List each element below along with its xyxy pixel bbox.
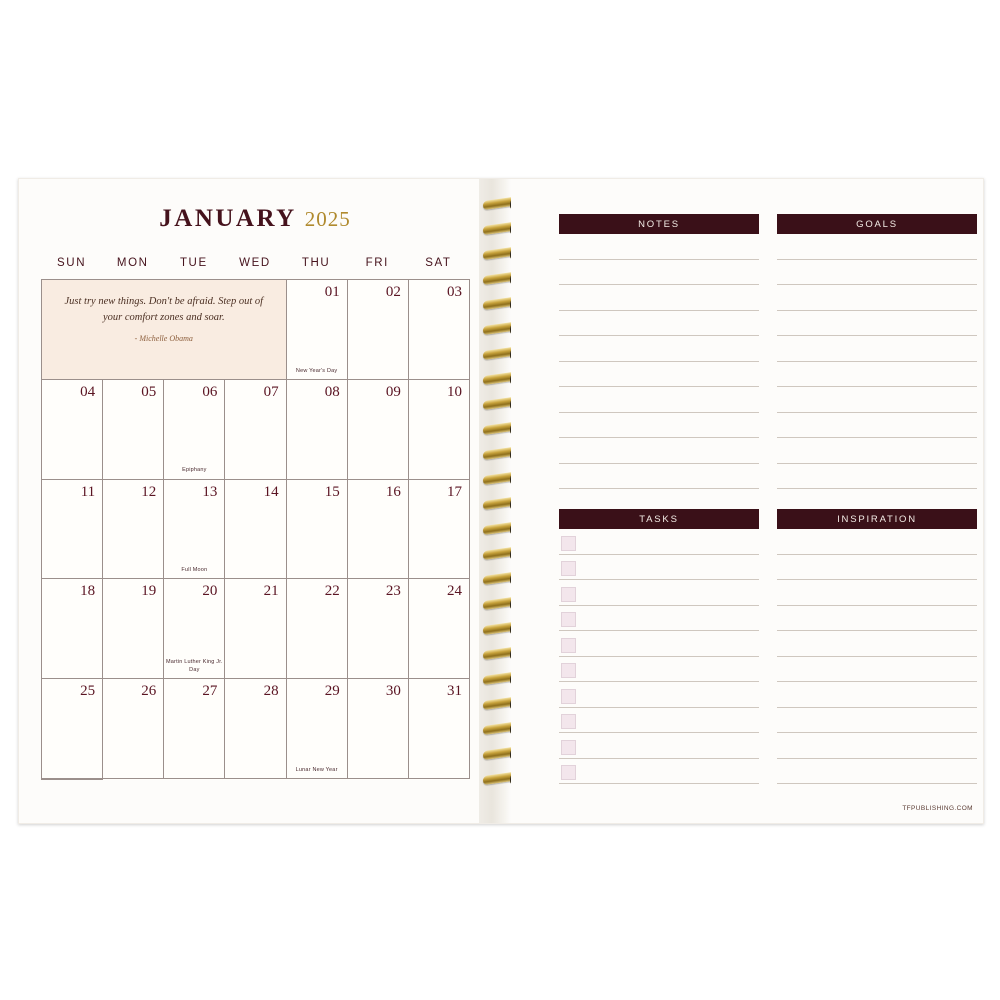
note-line-row[interactable] [559,336,759,362]
note-line-row[interactable] [777,759,977,785]
note-line-row[interactable] [777,285,977,311]
day-number: 12 [141,483,157,500]
day-number: 07 [263,383,279,400]
year-label: 2025 [304,207,351,231]
calendar-day-cell[interactable] [225,480,286,580]
day-number: 14 [263,483,279,500]
quote-author: - Michelle Obama [134,333,193,343]
task-checkbox[interactable] [561,765,576,780]
calendar-header [19,205,491,233]
panel-goals-title: GOALS [777,214,977,234]
note-line-row[interactable] [559,285,759,311]
note-line-row[interactable] [559,260,759,286]
calendar-day-cell[interactable] [103,679,164,779]
quote-text: Just try new things. Don't be afraid. Step out of your comfort zones and soar. [64,296,264,324]
day-number: 05 [141,383,157,400]
day-number: 16 [385,483,401,500]
day-number: 11 [80,483,96,500]
calendar-day-cell[interactable] [348,579,409,679]
calendar-day-cell[interactable] [42,679,103,779]
note-line-row[interactable] [559,413,759,439]
day-number: 26 [141,683,157,700]
task-line-row[interactable] [559,580,759,606]
holiday-label: Lunar New Year [295,766,338,773]
day-number: 28 [263,683,279,700]
day-number: 13 [202,483,218,500]
note-line-row[interactable] [559,464,759,490]
note-line-row[interactable] [777,631,977,657]
panel-inspiration [777,509,977,784]
day-number: 03 [446,284,462,300]
note-line-row[interactable] [777,708,977,734]
task-checkbox[interactable] [561,612,576,627]
calendar-empty-cell [42,779,103,780]
day-number: 17 [446,483,462,500]
task-checkbox[interactable] [561,663,576,678]
weekday-wed: WED [239,257,271,269]
calendar-day-cell[interactable] [409,280,470,380]
weekday-mon: MON [116,257,149,269]
note-line-row[interactable] [777,413,977,439]
task-line-row[interactable] [559,555,759,581]
day-number: 22 [324,583,340,600]
calendar-day-cell[interactable] [42,480,103,580]
note-line-row[interactable] [777,311,977,337]
calendar-day-cell[interactable] [287,579,348,679]
calendar-day-cell[interactable] [348,679,409,779]
note-line-row[interactable] [777,580,977,606]
calendar-day-cell[interactable] [409,480,470,580]
holiday-label: Full Moon [181,567,208,574]
calendar-grid [41,279,470,780]
day-number: 01 [324,284,340,300]
day-number: 10 [446,383,462,400]
calendar-day-cell[interactable] [103,480,164,580]
day-number: 25 [80,683,96,700]
weekday-sun: SUN [57,257,87,269]
day-number: 19 [141,583,157,600]
quote-cell [42,280,287,380]
calendar-day-cell[interactable] [103,579,164,679]
day-number: 29 [324,683,340,700]
calendar-day-cell[interactable] [287,280,348,380]
note-line-row[interactable] [777,336,977,362]
weekday-header-row [41,257,469,269]
task-line-row[interactable] [559,657,759,683]
calendar-day-cell[interactable] [225,579,286,679]
calendar-day-cell[interactable] [287,480,348,580]
task-line-row[interactable] [559,733,759,759]
day-number: 02 [385,284,401,300]
calendar-day-cell[interactable] [348,480,409,580]
panel-notes [559,214,759,515]
task-line-row[interactable] [559,759,759,785]
weekday-thu: THU [301,257,331,269]
note-line-row[interactable] [777,529,977,555]
calendar-day-cell[interactable] [225,679,286,779]
note-line-row[interactable] [559,362,759,388]
note-line-row[interactable] [777,682,977,708]
note-line-row[interactable] [559,387,759,413]
day-number: 27 [202,683,218,700]
panel-tasks [559,509,759,784]
note-line-row[interactable] [777,260,977,286]
calendar-day-cell[interactable] [348,280,409,380]
panel-tasks-lines[interactable] [559,529,759,784]
task-line-row[interactable] [559,529,759,555]
note-line-row[interactable] [559,438,759,464]
day-number: 20 [202,583,218,600]
calendar-day-cell[interactable] [164,380,225,480]
calendar-day-cell[interactable] [409,579,470,679]
day-number: 08 [324,383,340,400]
notes-page [511,179,983,823]
note-line-row[interactable] [559,311,759,337]
task-line-row[interactable] [559,606,759,632]
panel-inspiration-title: INSPIRATION [777,509,977,529]
task-checkbox[interactable] [561,740,576,755]
publisher-credit: TFPUBLISHING.COM [902,805,973,812]
holiday-label: Epiphany [182,467,207,474]
day-number: 15 [324,483,340,500]
task-checkbox[interactable] [561,561,576,576]
note-line-row[interactable] [777,234,977,260]
task-checkbox[interactable] [561,714,576,729]
planner-spread [18,178,984,824]
note-line-row[interactable] [777,362,977,388]
day-number: 09 [385,383,401,400]
calendar-page [19,179,491,823]
panel-tasks-title: TASKS [559,509,759,529]
calendar-day-cell[interactable] [103,380,164,480]
task-checkbox[interactable] [561,536,576,551]
calendar-day-cell[interactable] [287,380,348,480]
day-number: 24 [446,583,462,600]
calendar-day-cell[interactable] [164,579,225,679]
task-line-row[interactable] [559,631,759,657]
calendar-day-cell[interactable] [42,579,103,679]
day-number: 18 [80,583,96,600]
calendar-day-cell[interactable] [225,380,286,480]
task-checkbox[interactable] [561,638,576,653]
panel-inspiration-lines[interactable] [777,529,977,784]
day-number: 31 [446,683,462,700]
panel-goals [777,214,977,515]
calendar-day-cell[interactable] [287,679,348,779]
note-line-row[interactable] [777,464,977,490]
weekday-fri: FRI [365,257,389,269]
note-line-row[interactable] [777,657,977,683]
note-line-row[interactable] [777,606,977,632]
task-checkbox[interactable] [561,689,576,704]
holiday-label: New Year's Day [295,367,338,374]
panel-goals-lines[interactable] [777,234,977,515]
calendar-day-cell[interactable] [409,679,470,779]
day-number: 21 [263,583,279,600]
task-checkbox[interactable] [561,587,576,602]
note-line-row[interactable] [777,387,977,413]
note-line-row[interactable] [777,555,977,581]
month-label: JANUARY [159,205,297,232]
note-line-row[interactable] [559,234,759,260]
note-line-row[interactable] [777,733,977,759]
day-number: 06 [202,383,218,400]
holiday-label: Martin Luther King Jr. Day [166,658,223,673]
panel-notes-title: NOTES [559,214,759,234]
panel-notes-lines[interactable] [559,234,759,515]
weekday-sat: SAT [425,257,452,269]
calendar-day-cell[interactable] [409,380,470,480]
calendar-day-cell[interactable] [348,380,409,480]
weekday-tue: TUE [179,257,208,269]
calendar-day-cell[interactable] [164,480,225,580]
day-number: 23 [385,583,401,600]
day-number: 04 [80,383,96,400]
calendar-day-cell[interactable] [164,679,225,779]
task-line-row[interactable] [559,708,759,734]
calendar-day-cell[interactable] [42,380,103,480]
task-line-row[interactable] [559,682,759,708]
day-number: 30 [385,683,401,700]
note-line-row[interactable] [777,438,977,464]
